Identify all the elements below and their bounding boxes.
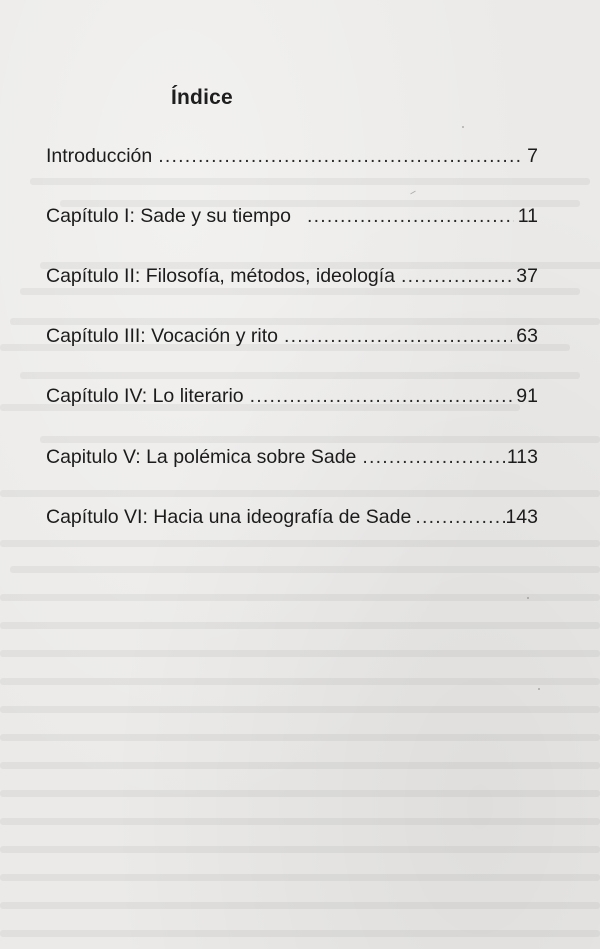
dot-leader [401, 265, 512, 288]
toc-entry-label: Capítulo IV: Lo literario [46, 385, 244, 407]
dot-leader [415, 506, 505, 529]
dot-leader [158, 145, 523, 168]
toc-entry-label: Capítulo VI: Hacia una ideografía de Sade [46, 506, 412, 528]
dot-leader [362, 446, 507, 469]
toc-entry-page-number: 91 [516, 385, 538, 407]
toc-entry-capitulo-5 [46, 446, 538, 476]
dot-leader [250, 385, 513, 408]
toc-entry-label: Capítulo III: Vocación y rito [46, 325, 278, 347]
toc-entry-label: Capítulo II: Filosofía, métodos, ideología [46, 265, 396, 287]
toc-entry-label: Capitulo V: La polémica sobre Sade [46, 446, 357, 468]
toc-entry-page-number: 37 [516, 265, 538, 287]
dot-leader [307, 205, 514, 228]
toc-entry-page-number: 11 [517, 205, 538, 227]
toc-entry-label: Introducción [46, 145, 153, 167]
toc-entry-capitulo-3 [46, 325, 538, 355]
toc-entry-capitulo-6 [46, 506, 538, 536]
toc-entry-page-number: 113 [506, 446, 538, 468]
toc-entry-capitulo-1 [46, 205, 538, 235]
toc-entry-introduccion [46, 145, 538, 175]
toc-entry-label: Capítulo I: Sade y su tiempo [46, 205, 291, 227]
page-title: Índice [171, 86, 233, 109]
toc-entry-page-number: 143 [505, 506, 538, 528]
toc-entry-capitulo-2 [46, 265, 538, 295]
toc-entry-page-number: 7 [527, 145, 538, 167]
toc-entry-capitulo-4 [46, 385, 538, 415]
toc-entry-page-number: 63 [516, 325, 538, 347]
dot-leader [284, 325, 512, 348]
